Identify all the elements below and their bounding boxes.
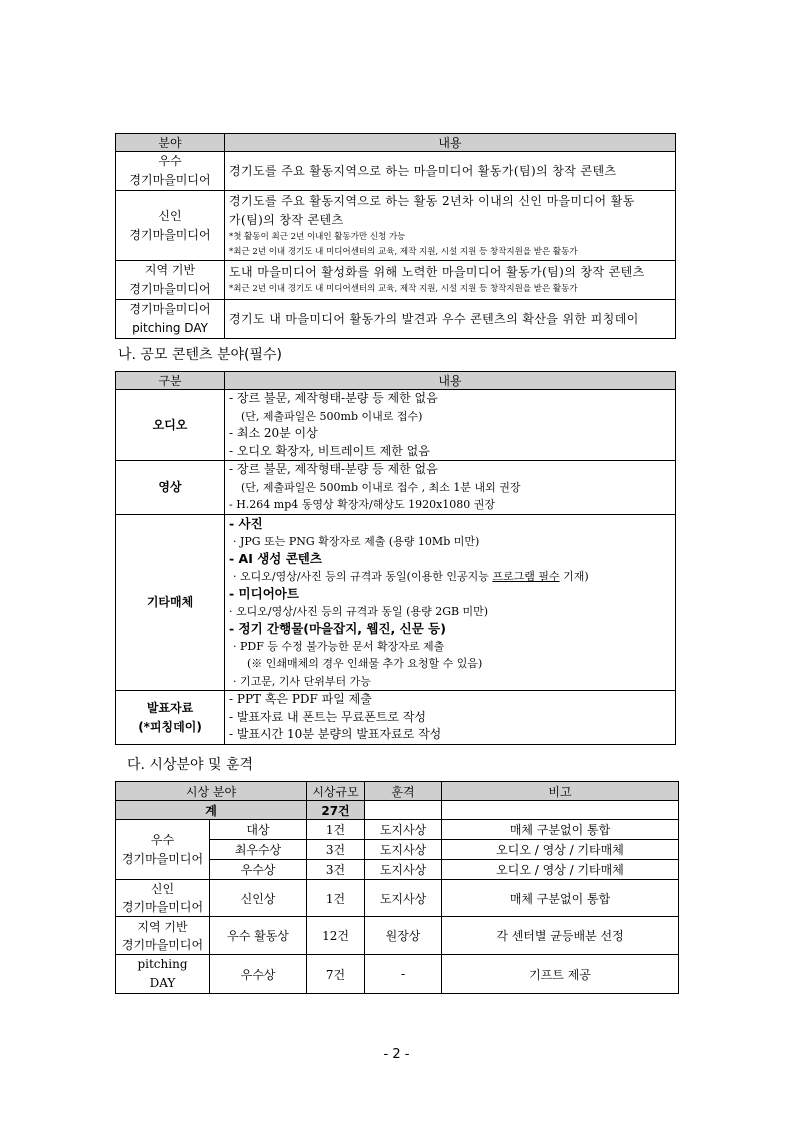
header-category: 분야 [116, 134, 225, 152]
footnote: *최근 2년 이내 경기도 내 미디어센터의 교육, 제작 지원, 시설 지원 등 창작지원을 받은 활동가 [229, 246, 578, 257]
header-award-rank: 훈격 [365, 782, 442, 801]
award-name: 우수상 [210, 955, 307, 994]
award-count: 3건 [307, 840, 365, 860]
award-rank: 원장상 [365, 917, 442, 955]
table-row [116, 390, 676, 461]
header-content: 내용 [225, 134, 676, 152]
row-category: 기타매체 [116, 515, 225, 691]
header-award-note: 비고 [442, 782, 679, 801]
award-note: 기프트 제공 [442, 955, 679, 994]
page-number: - 2 - [383, 1047, 410, 1062]
category-table [115, 133, 676, 339]
award-count: 1건 [307, 880, 365, 917]
award-name: 신인상 [210, 880, 307, 917]
total-count: 27건 [307, 801, 365, 820]
row-content: - 사진 · JPG 또는 PNG 확장자로 제출 (용량 10Mb 미만) - AI 생성 콘텐츠 · 오디오/영상/사진 등의 규격과 동일(이용한 인공지능 프로그램 필수 기재) - 미디어아트 · 오디오/영상/사진 등의 규격과 동일 (용량 2GB 미만) - 정기 간행물(마을잡지, 웹진, 신문 등) · PDF 등 수정 불가능한 문서 확장자로 제출 (※ 인쇄매체의 경우 인쇄물 추가 요청할 수 있음) · 기고문, 기사 단위부터 가능 [225, 515, 676, 691]
table-row [116, 515, 676, 691]
header-award-field: 시상 분야 [116, 782, 307, 801]
table-row [116, 917, 679, 955]
row-content: 경기도를 주요 활동지역으로 하는 활동 2년차 이내의 신인 마을미디어 활동 가(팀)의 창작 콘텐츠 *첫 활동이 최근 2년 이내인 활동가만 신청 가능 *최근 2년 이내 경기도 내 미디어센터의 교육, 제작 지원, 시설 지원 등 창작지원을 받은 활동가 [225, 191, 676, 261]
row-content: 경기도를 주요 활동지역으로 하는 마을미디어 활동가(팀)의 창작 콘텐츠 [225, 152, 676, 191]
table-header-row [116, 782, 679, 801]
award-note: 각 센터별 균등배분 선정 [442, 917, 679, 955]
section-title-contents: 나. 공모 콘텐츠 분야(필수) [118, 347, 282, 363]
award-rank: - [365, 955, 442, 994]
header-division: 구분 [116, 372, 225, 390]
group-name: pitching DAY [116, 955, 210, 994]
row-category: 우수 경기마을미디어 [116, 152, 225, 191]
row-category: 오디오 [116, 390, 225, 461]
group-name: 지역 기반 경기마을미디어 [116, 917, 210, 955]
total-row [116, 801, 679, 820]
header-content: 내용 [225, 372, 676, 390]
table-row [116, 880, 679, 917]
row-category: 영상 [116, 461, 225, 515]
award-rank: 도지사상 [365, 860, 442, 880]
group-name: 우수 경기마을미디어 [116, 820, 210, 880]
table-row [116, 820, 679, 840]
row-content: 경기도 내 마을미디어 활동가의 발견과 우수 콘텐츠의 확산을 위한 피칭데이 [225, 300, 676, 339]
total-label: 계 [116, 801, 307, 820]
awards-table [115, 781, 679, 994]
footnote: *최근 2년 이내 경기도 내 미디어센터의 교육, 제작 지원, 시설 지원 등 창작지원을 받은 활동가 [229, 284, 578, 294]
award-name: 우수상 [210, 860, 307, 880]
row-category: 발표자료 (*피칭데이) [116, 691, 225, 745]
award-count: 12건 [307, 917, 365, 955]
row-category: 신인 경기마을미디어 [116, 191, 225, 261]
table-row [116, 461, 676, 515]
row-content: 도내 마을미디어 활성화를 위해 노력한 마을미디어 활동가(팀)의 창작 콘텐츠 *최근 2년 이내 경기도 내 미디어센터의 교육, 제작 지원, 시설 지원 등 창작지원을 받은 활동가 [225, 261, 676, 300]
footnote: *첫 활동이 최근 2년 이내인 활동가만 신청 가능 [229, 231, 406, 242]
award-rank: 도지사상 [365, 820, 442, 840]
group-name: 신인 경기마을미디어 [116, 880, 210, 917]
award-count: 7건 [307, 955, 365, 994]
award-name: 우수 활동상 [210, 917, 307, 955]
table-row [116, 191, 676, 261]
award-count: 3건 [307, 860, 365, 880]
award-note: 오디오 / 영상 / 기타매체 [442, 840, 679, 860]
award-rank: 도지사상 [365, 840, 442, 860]
award-name: 최우수상 [210, 840, 307, 860]
content-type-table [115, 371, 676, 745]
table-row [116, 955, 679, 994]
row-content: - 장르 불문, 제작형태-분량 등 제한 없음 (단, 제출파일은 500mb 이내로 접수 , 최소 1분 내외 권장 - H.264 mp4 동영상 확장자/해상도 1920x1080 권장 [225, 461, 676, 515]
row-content: - 장르 불문, 제작형태-분량 등 제한 없음 (단, 제출파일은 500mb 이내로 접수) - 최소 20분 이상 - 오디오 확장자, 비트레이트 제한 없음 [225, 390, 676, 461]
table-row [116, 691, 676, 745]
header-award-count: 시상규모 [307, 782, 365, 801]
award-note: 매체 구분없이 통합 [442, 820, 679, 840]
row-category: 지역 기반 경기마을미디어 [116, 261, 225, 300]
table-row [116, 261, 676, 300]
section-title-awards: 다. 시상분야 및 훈격 [127, 757, 253, 773]
row-category: 경기마을미디어 pitching DAY [116, 300, 225, 339]
award-name: 대상 [210, 820, 307, 840]
row-content: - PPT 혹은 PDF 파일 제출 - 발표자료 내 폰트는 무료폰트로 작성 - 발표시간 10분 분량의 발표자료로 작성 [225, 691, 676, 745]
table-row [116, 300, 676, 339]
award-count: 1건 [307, 820, 365, 840]
table-row [116, 152, 676, 191]
award-note: 오디오 / 영상 / 기타매체 [442, 860, 679, 880]
award-note: 매체 구분없이 통합 [442, 880, 679, 917]
award-rank: 도지사상 [365, 880, 442, 917]
